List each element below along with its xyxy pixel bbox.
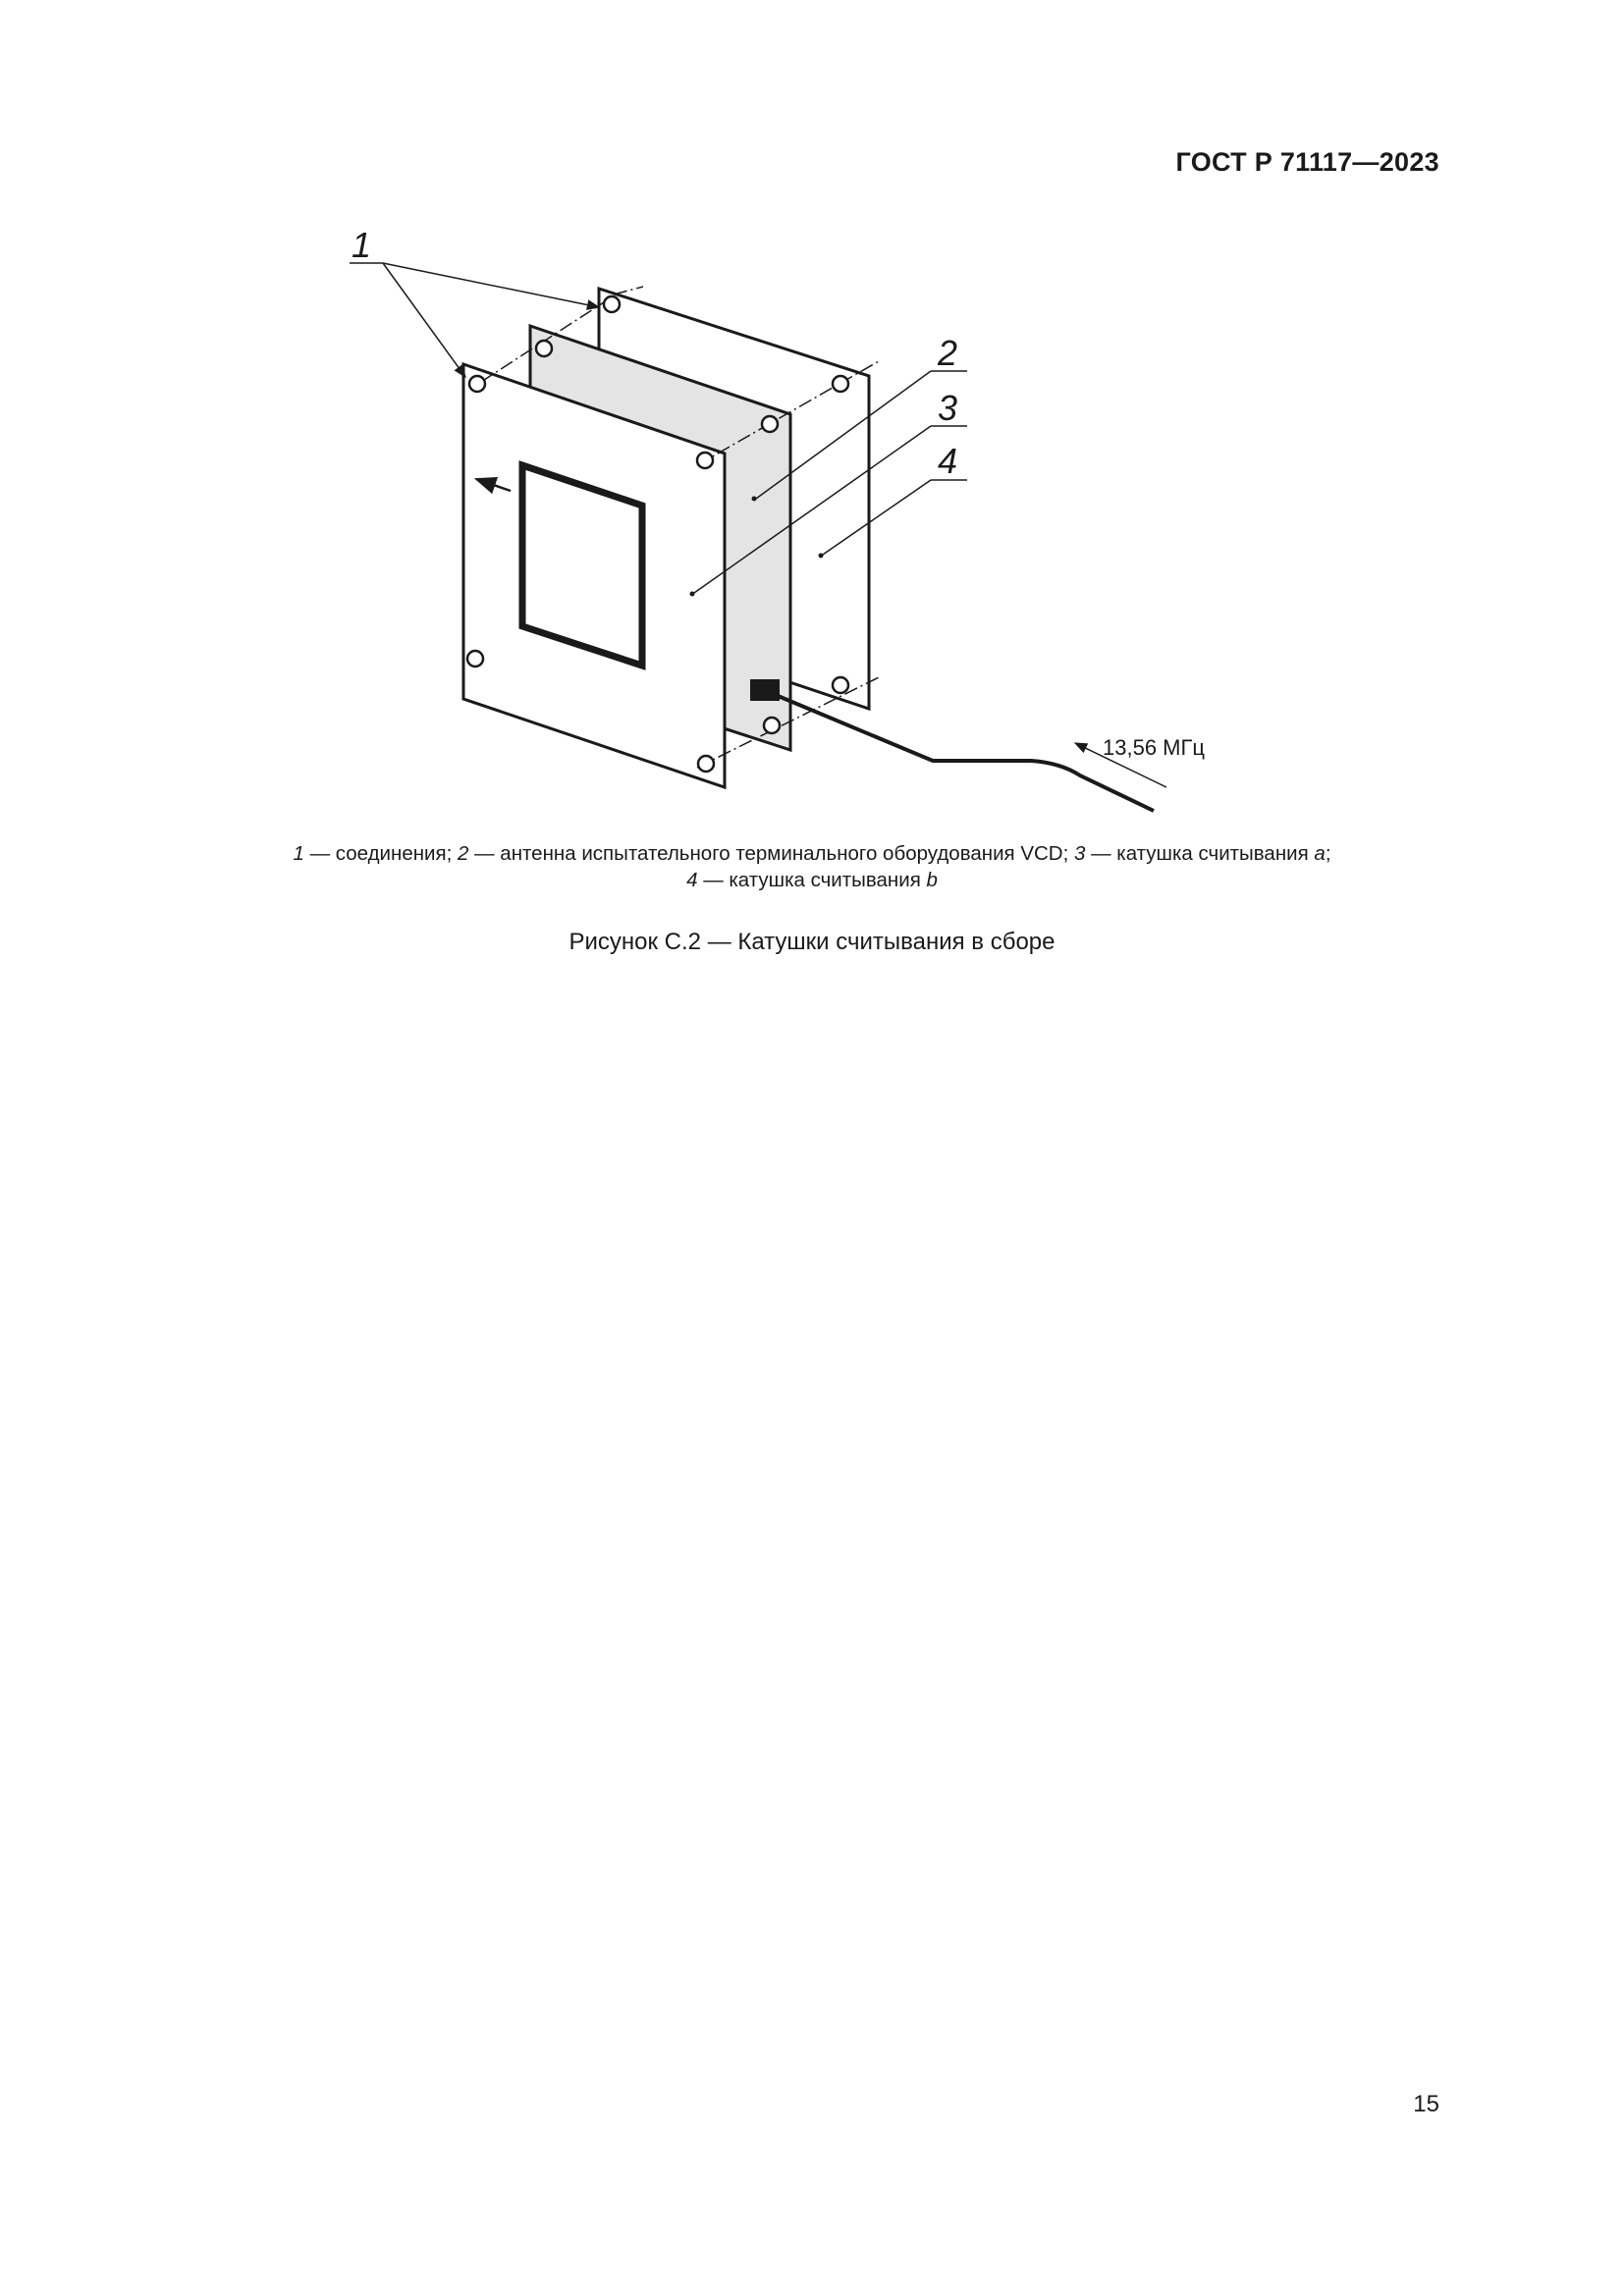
label-3-dot [690,592,695,597]
legend-line-2 [0,867,1624,893]
label-coil-b: 4 [938,441,958,481]
label-2-dot [752,497,757,502]
legend-item-3-number: 3 [1074,842,1086,865]
figure-caption: Рисунок С.2 — Катушки считывания в сборе [568,929,1056,955]
standard-designation: ГОСТ Р 71117—2023 [1175,147,1439,177]
legend-item-3-text: — катушка считывания [1085,842,1315,865]
legend-item-2-text: — антенна испытательного терминального оборудования VCD; [468,842,1074,865]
label-1-leader-a [383,263,599,307]
legend-line-1 [0,840,1624,867]
figure-legend [0,840,1624,893]
label-connections: 1 [352,225,372,265]
legend-item-3-variable: a [1314,842,1326,865]
legend-item-4-number: 4 [686,869,698,891]
page-number: 15 [1413,2091,1439,2117]
coil-assembly-drawing [0,0,1624,883]
label-4-dot [819,554,824,559]
legend-item-1-text: — соединения; [303,842,458,865]
label-1-leader-b [383,263,465,377]
figure-coil-assembly [0,0,1624,883]
legend-item-3-end: ; [1325,842,1331,865]
legend-item-1-number: 1 [293,842,304,865]
frequency-label: 13,56 МГц [1103,735,1206,760]
label-antenna: 2 [938,333,958,373]
label-coil-a: 3 [938,388,958,428]
legend-item-2-number: 2 [458,842,469,865]
connector-block [750,679,780,701]
legend-item-4-variable: b [926,869,938,891]
legend-item-4-text: — катушка считывания [697,869,927,891]
